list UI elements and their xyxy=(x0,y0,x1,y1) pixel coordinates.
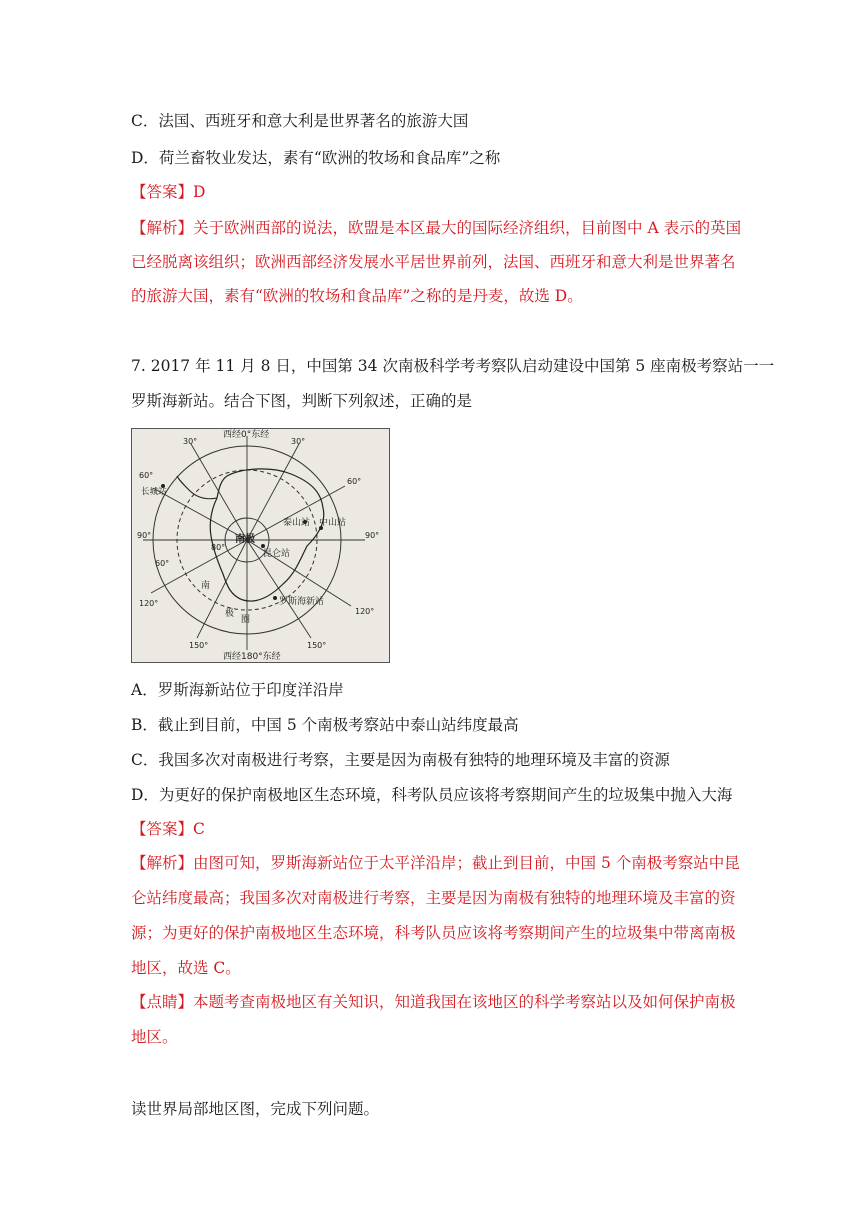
answer-value: D xyxy=(193,183,206,201)
q7-analysis-line-3: 源；为更好的保护南极地区生态环境，科考队员应该将考察期间产生的垃圾集中带离南极 xyxy=(131,924,736,942)
bottom-meridian-label: 西经180°东经 xyxy=(223,652,281,662)
q7-option-d: D．为更好的保护南极地区生态环境，科考队员应该将考察期间产生的垃圾集中抛入大海 xyxy=(131,786,733,804)
circle-label-3: 圈 xyxy=(241,615,251,625)
q7-analysis-label: 【解析】 xyxy=(131,854,194,872)
antarctica-map-svg xyxy=(131,428,390,663)
antarctic-peninsula xyxy=(177,476,217,499)
q7-comment-line-2: 地区。 xyxy=(131,1028,178,1046)
lon-60-right-label: 60° xyxy=(347,477,362,486)
lon-150-left-label: 150° xyxy=(189,641,209,650)
q7-option-c: C．我国多次对南极进行考察，主要是因为南极有独特的地理环境及丰富的资源 xyxy=(131,751,670,769)
answer-label: 【答案】 xyxy=(131,183,194,201)
option-c: C．法国、西班牙和意大利是世界著名的旅游大国 xyxy=(131,112,469,130)
lat-80-label: 80° xyxy=(211,543,226,552)
lon-60-left-label: 60° xyxy=(139,471,154,480)
q7-analysis-line-1: 【解析】由图可知，罗斯海新站位于太平洋沿岸；截止到目前，中国 5 个南极考察站中昆 xyxy=(131,854,740,872)
answer-line xyxy=(131,181,205,203)
lon-120-left-label: 120° xyxy=(139,599,159,608)
q7-comment-label: 【点睛】 xyxy=(131,993,194,1011)
q7-stem-line-2: 罗斯海新站。结合下图，判断下列叙述，正确的是 xyxy=(131,392,473,410)
q7-comment-line-1: 【点睛】本题考查南极地区有关知识，知道我国在该地区的科学考察站以及如何保护南极 xyxy=(131,993,736,1011)
lon-30-right-label: 30° xyxy=(291,437,306,446)
analysis-line-3: 的旅游大国，素有“欧洲的牧场和食品库”之称的是丹麦，故选 D。 xyxy=(131,287,583,305)
luosihai-station-label: 罗斯海新站 xyxy=(279,597,325,607)
lon-150-right-label: 150° xyxy=(307,641,327,650)
analysis-line-2: 已经脱离该组织；欧洲西部经济发展水平居世界前列，法国、西班牙和意大利是世界著名 xyxy=(131,253,736,271)
analysis-line-1: 【解析】关于欧洲西部的说法，欧盟是本区最大的国际经济组织，目前图中 A 表示的英国 xyxy=(131,219,742,237)
antarctica-outline xyxy=(210,469,324,601)
q7-answer-label: 【答案】 xyxy=(131,820,194,838)
lon-30-left-label: 30° xyxy=(183,437,198,446)
q7-analysis-line-4: 地区，故选 C。 xyxy=(131,959,241,977)
map-border xyxy=(132,429,390,663)
circle-label-1: 南 xyxy=(201,581,211,591)
top-meridian-label: 西经0°东经 xyxy=(223,430,270,440)
south-pole-label: 南极 xyxy=(235,534,255,545)
circle-label-2: 极 xyxy=(225,609,235,619)
option-d: D．荷兰畜牧业发达，素有“欧洲的牧场和食品库”之称 xyxy=(131,149,501,167)
analysis-label: 【解析】 xyxy=(131,219,194,237)
lon-90-left-label: 90° xyxy=(137,531,152,540)
lon-90-right-label: 90° xyxy=(365,531,380,540)
q7-answer-line xyxy=(131,818,205,840)
q7-option-a: A．罗斯海新站位于印度洋沿岸 xyxy=(131,681,344,699)
q7-answer-value: C xyxy=(193,820,205,838)
antarctica-map xyxy=(131,428,390,663)
next-question-intro: 读世界局部地区图，完成下列问题。 xyxy=(131,1100,380,1118)
zhongshan-station-label: 中山站 xyxy=(319,518,347,528)
lat-60-label: 60° xyxy=(155,559,170,568)
q7-option-b: B．截止到目前，中国 5 个南极考察站中泰山站纬度最高 xyxy=(131,716,519,734)
kunlun-marker xyxy=(261,544,265,548)
lon-120-right-label: 120° xyxy=(355,607,375,616)
q7-analysis-line-2: 仑站纬度最高；我国多次对南极进行考察，主要是因为南极有独特的地理环境及丰富的资 xyxy=(131,889,736,907)
changcheng-station-label: 长城站 xyxy=(141,487,167,497)
q7-stem-line-1: 7. 2017 年 11 月 8 日，中国第 34 次南极科学考考察队启动建设中国第 5 座南极考察站一一 xyxy=(131,357,775,375)
kunlun-station-label: 昆仑站 xyxy=(263,549,291,559)
luosihai-marker xyxy=(273,596,277,600)
taishan-station-label: 泰山站 xyxy=(283,518,311,528)
